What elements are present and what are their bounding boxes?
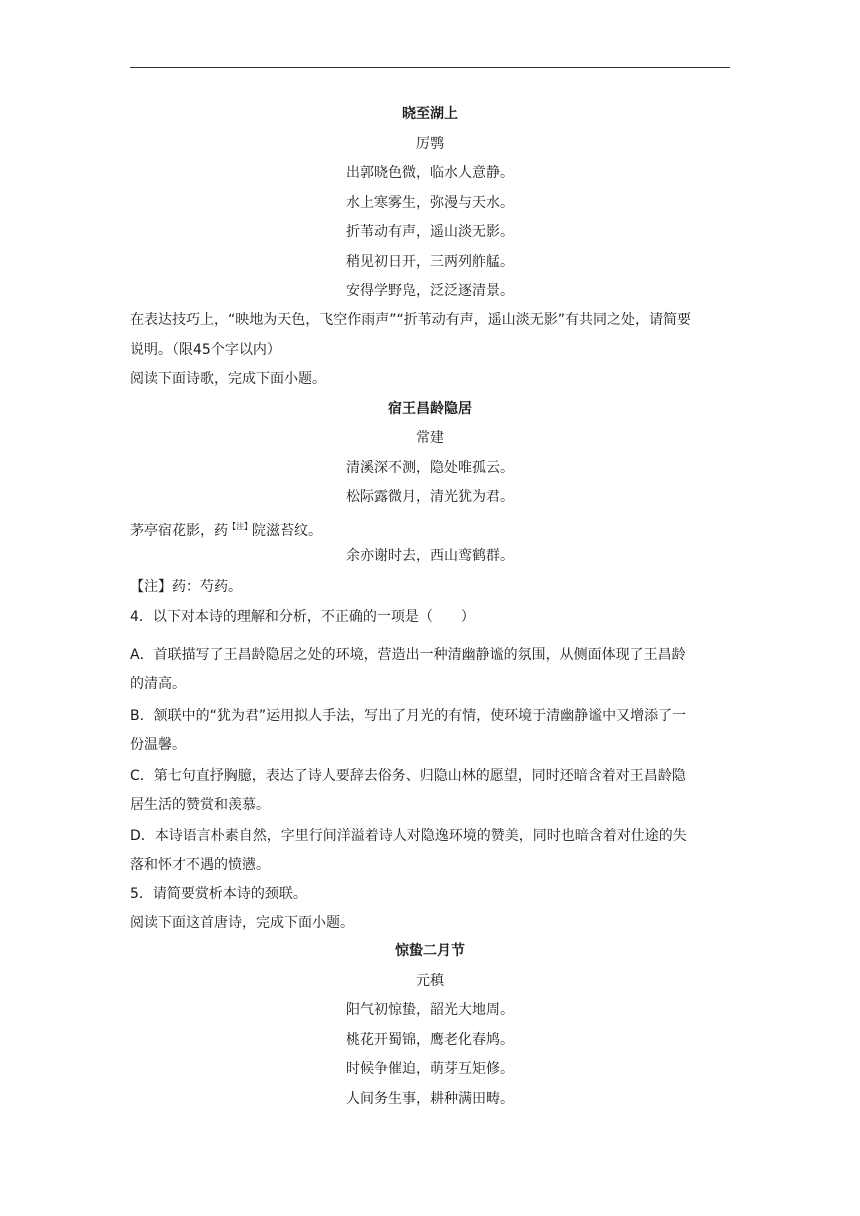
poem2-author: 常建: [416, 430, 444, 446]
poem1-author: 厉鹗: [416, 136, 444, 152]
question5: 5．请简要赏析本诗的颈联。: [130, 886, 307, 902]
footnote-marker: 【注】: [228, 522, 252, 531]
poem3-line-2: 桃花开蜀锦，鹰老化春鸠。: [346, 1032, 514, 1048]
poem2-line-3: [130, 517, 322, 541]
poem1-line-1: 出郭晓色微，临水人意静。: [346, 165, 514, 181]
poem1-line-4: 稍见初日开，三两列舴艋。: [346, 254, 514, 270]
question3-line-2: 说明。（限45个字以内）: [130, 342, 281, 358]
reading-intro-3: 阅读下面这首唐诗，完成下面小题。: [130, 915, 354, 931]
poem1-line-3: 折苇动有声，遥山淡无影。: [346, 224, 514, 240]
poem2-title: 宿王昌龄隐居: [388, 401, 472, 417]
question4-stem: 4．以下对本诗的理解和分析，不正确的一项是（ ）: [130, 609, 475, 625]
header-rule: [130, 67, 730, 68]
option-b-line-1: B．颔联中的“犹为君”运用拟人手法，写出了月光的有情，使环境于清幽静谧中又增添了一: [130, 708, 687, 724]
poem3-line-1: 阳气初惊蛰，韶光大地周。: [346, 1002, 514, 1018]
option-b-line-2: 份温馨。: [130, 737, 186, 753]
poem2-line-3-a: 茅亭宿花影，药: [130, 523, 228, 539]
poem1-title: 晓至湖上: [402, 106, 458, 122]
poem3-title: 惊蛰二月节: [395, 943, 465, 959]
poem3-line-3: 时候争催迫，萌芽互矩修。: [346, 1061, 514, 1077]
option-d-line-1: D．本诗语言朴素自然，字里行间洋溢着诗人对隐逸环境的赞美，同时也暗含着对仕途的失: [130, 828, 687, 844]
option-c-line-2: 居生活的赞赏和羡慕。: [130, 797, 270, 813]
poem2-note: 【注】药：芍药。: [130, 579, 242, 595]
poem2-line-3-b: 院滋苔纹。: [252, 523, 322, 539]
poem1-line-2: 水上寒雾生，弥漫与天水。: [346, 195, 514, 211]
poem1-line-5: 安得学野凫，泛泛逐清景。: [346, 283, 514, 299]
poem3-line-4: 人间务生事，耕种满田畴。: [346, 1091, 514, 1107]
question3-line-1: 在表达技巧上，“映地为天色，飞空作雨声”“折苇动有声，遥山淡无影”有共同之处，请简要: [130, 312, 692, 328]
poem2-line-2: 松际露微月，清光犹为君。: [346, 489, 514, 505]
poem3-author: 元稹: [416, 973, 444, 989]
option-c-line-1: C．第七句直抒胸臆，表达了诗人要辞去俗务、归隐山林的愿望，同时还暗含着对王昌龄隐: [130, 768, 686, 784]
reading-intro-2: 阅读下面诗歌，完成下面小题。: [130, 371, 326, 387]
poem2-line-1: 清溪深不测，隐处唯孤云。: [346, 460, 514, 476]
poem2-line-4: 余亦谢时去，西山鸾鹤群。: [346, 548, 514, 564]
option-a-line-1: A．首联描写了王昌龄隐居之处的环境，营造出一种清幽静谧的氛围，从侧面体现了王昌龄: [130, 647, 686, 663]
option-a-line-2: 的清高。: [130, 676, 186, 692]
option-d-line-2: 落和怀才不遇的愤懑。: [130, 857, 270, 873]
